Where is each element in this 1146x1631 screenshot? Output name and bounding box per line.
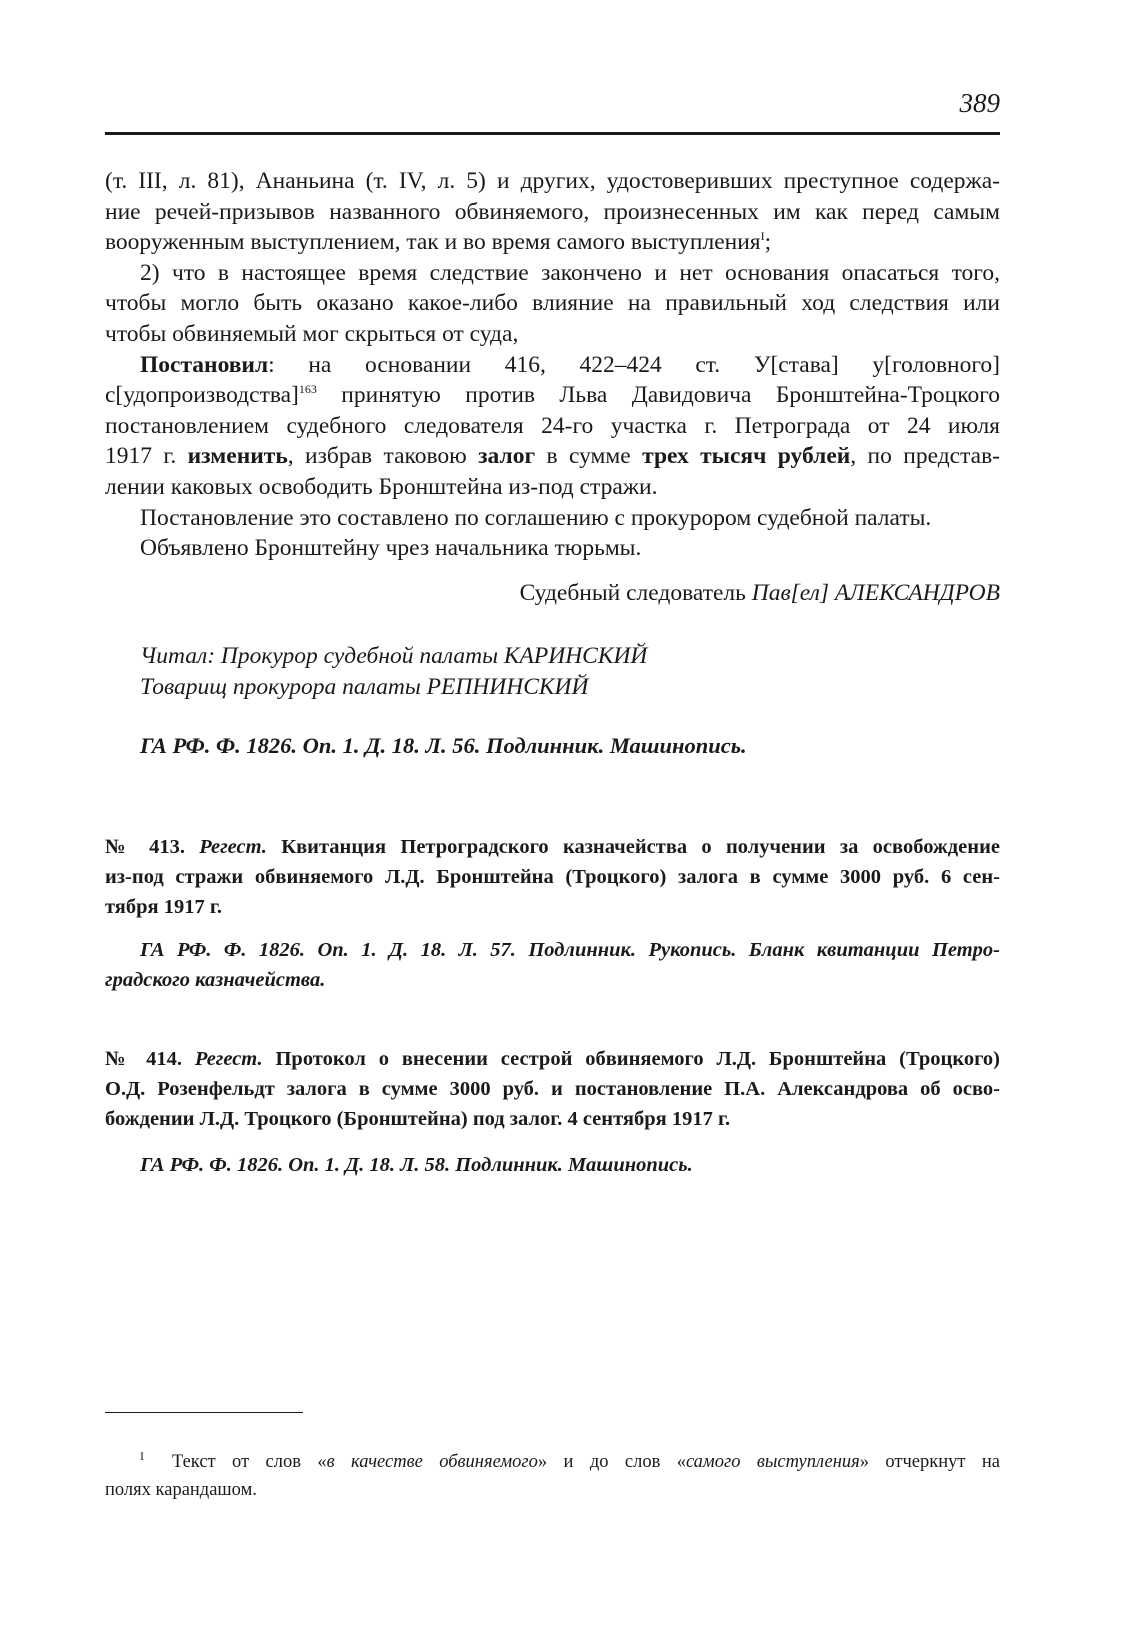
entry-413-line-1-text: Квитанция Петроградского казначейства о получении за освобождение <box>266 836 1000 858</box>
footnote-mark: I <box>140 1449 144 1463</box>
approval-line-1: Читал: Прокурор судебной палаты КАРИНСКИЙ <box>140 643 648 669</box>
entry-413 <box>105 832 1000 922</box>
entry-414-line-3: бождении Л.Д. Троцкого (Бронштейна) под залог. 4 сентября 1917 г. <box>105 1108 731 1130</box>
entry-413-number: № 413. <box>105 836 200 858</box>
paragraph-2-line-2: чтобы могло быть оказано какое-либо влияние на правильный ход следствия или <box>105 290 1000 317</box>
paragraph-3-line-1 <box>105 350 1000 381</box>
footnote-italic-a: в качестве обвиняемого <box>326 1452 538 1473</box>
entry-414-regest: Регест. <box>194 1048 263 1070</box>
footnote-text-b: » и до слов « <box>537 1452 686 1473</box>
paragraph-3-line-4-e: , по представ- <box>850 443 1001 470</box>
footnote-italic-b: самого выступления <box>685 1452 860 1473</box>
entry-413-line-1 <box>105 832 1000 862</box>
ruling-keyword: Постановил <box>140 351 269 378</box>
header-rule <box>105 132 1000 135</box>
entry-413-source-line-2: градского казначейства. <box>105 969 326 991</box>
archive-source: ГА РФ. Ф. 1826. Оп. 1. Д. 18. Л. 56. Подлинник. Машинопись. <box>140 733 747 758</box>
paragraph-1-line-2: ние речей-призывов названного обвиняемого, произнесенных им как перед самым <box>105 198 1000 225</box>
paragraph-2-line-1: 2) что в настоящее время следствие закончено и нет основания опасаться того, <box>140 259 1000 286</box>
paragraph-3-line-5: лении каковых освободить Бронштейна из-под стражи. <box>105 473 658 500</box>
main-text <box>105 166 1000 564</box>
footnote-line-1 <box>105 1442 1000 1476</box>
entry-414 <box>105 1044 1000 1134</box>
footnote-line-2: полях карандашом. <box>105 1480 257 1501</box>
paragraph-1-line-3-text: вооруженным выступлением, так и во время самого выступления <box>105 229 761 256</box>
signature-name: Пав[ел] АЛЕКСАНДРОВ <box>751 580 1000 606</box>
paragraph-3-line-2-b: принятую против Льва Давидовича Бронштейна-Троцкого <box>316 382 1000 409</box>
paragraph-4: Постановление это составлено по соглашению с прокурором судебной палаты. <box>140 504 932 531</box>
entry-414-source-line-1: ГА РФ. Ф. 1826. Оп. 1. Д. 18. Л. 58. Подлинник. Машинопись. <box>140 1154 693 1176</box>
paragraph-1-line-1: (т. III, л. 81), Ананьина (т. IV, л. 5) и других, удостоверивших преступное содержа- <box>105 168 1000 194</box>
entry-414-source <box>105 1150 1000 1180</box>
entry-414-line-2: О.Д. Розенфельдт залога в сумме 3000 руб. и постановление П.А. Александрова об осво- <box>105 1078 1000 1100</box>
bold-change: изменить <box>187 443 288 470</box>
paragraph-1 <box>105 166 1000 258</box>
footnote-ref-163: 163 <box>298 382 317 397</box>
paragraph-3-line-4 <box>105 441 1000 472</box>
paragraph-3-line-4-c: , избрав таковою <box>287 443 479 470</box>
entry-414-line-1 <box>105 1044 1000 1074</box>
signature <box>520 580 1000 607</box>
paragraph-3-line-2 <box>105 380 1000 411</box>
approval-line-2: Товарищ прокурора палаты РЕПНИНСКИЙ <box>140 674 589 700</box>
footnote-text-c: » отчеркнут на <box>859 1452 1000 1473</box>
signature-title: Судебный следователь <box>519 580 752 606</box>
paragraph-5: Объявлено Бронштейну чрез начальника тюрьмы. <box>140 535 642 562</box>
bold-bail: залог <box>478 443 536 470</box>
entry-413-line-3: тября 1917 г. <box>105 896 223 918</box>
paragraph-3-line-1-rest: : на основании 416, 422–424 ст. У[става] у[головного] <box>268 351 1000 378</box>
entry-413-line-2: из-под стражи обвиняемого Л.Д. Бронштейна (Троцкого) залога в сумме 3000 руб. 6 сен- <box>105 866 1000 888</box>
bold-amount: трех тысяч рублей <box>642 443 851 470</box>
footnote-rule <box>105 1412 303 1413</box>
footnote-text-a: Текст от слов « <box>172 1452 327 1473</box>
paragraph-3-line-4-a: 1917 г. <box>105 443 188 470</box>
paragraph-3-line-3: постановлением судебного следователя 24-го участка г. Петрограда от 24 июля <box>105 412 1000 439</box>
entry-414-number: № 414. <box>105 1048 195 1070</box>
paragraph-1-line-3-end: ; <box>764 229 772 256</box>
paragraph-3-line-2-a: с[удопроизводства] <box>105 382 299 409</box>
footnote <box>105 1442 1000 1504</box>
page-number: 389 <box>959 88 1000 118</box>
entry-413-regest: Регест. <box>199 836 267 858</box>
entry-413-source <box>105 935 1000 995</box>
paragraph-3 <box>105 350 1000 503</box>
entry-414-line-1-text: Протокол о внесении сестрой обвиняемого Л.Д. Бронштейна (Троцкого) <box>262 1048 1001 1070</box>
paragraph-2 <box>105 258 1000 350</box>
entry-413-source-line-1: ГА РФ. Ф. 1826. Оп. 1. Д. 18. Л. 57. Подлинник. Рукопись. Бланк квитанции Петро- <box>140 939 1000 961</box>
footnote-ref-I: I <box>760 229 765 244</box>
approvals <box>140 641 647 703</box>
paragraph-1-line-3 <box>105 227 1000 258</box>
paragraph-2-line-3: чтобы обвиняемый мог скрыться от суда, <box>105 320 519 347</box>
paragraph-3-line-4-d: в сумме <box>535 443 643 470</box>
